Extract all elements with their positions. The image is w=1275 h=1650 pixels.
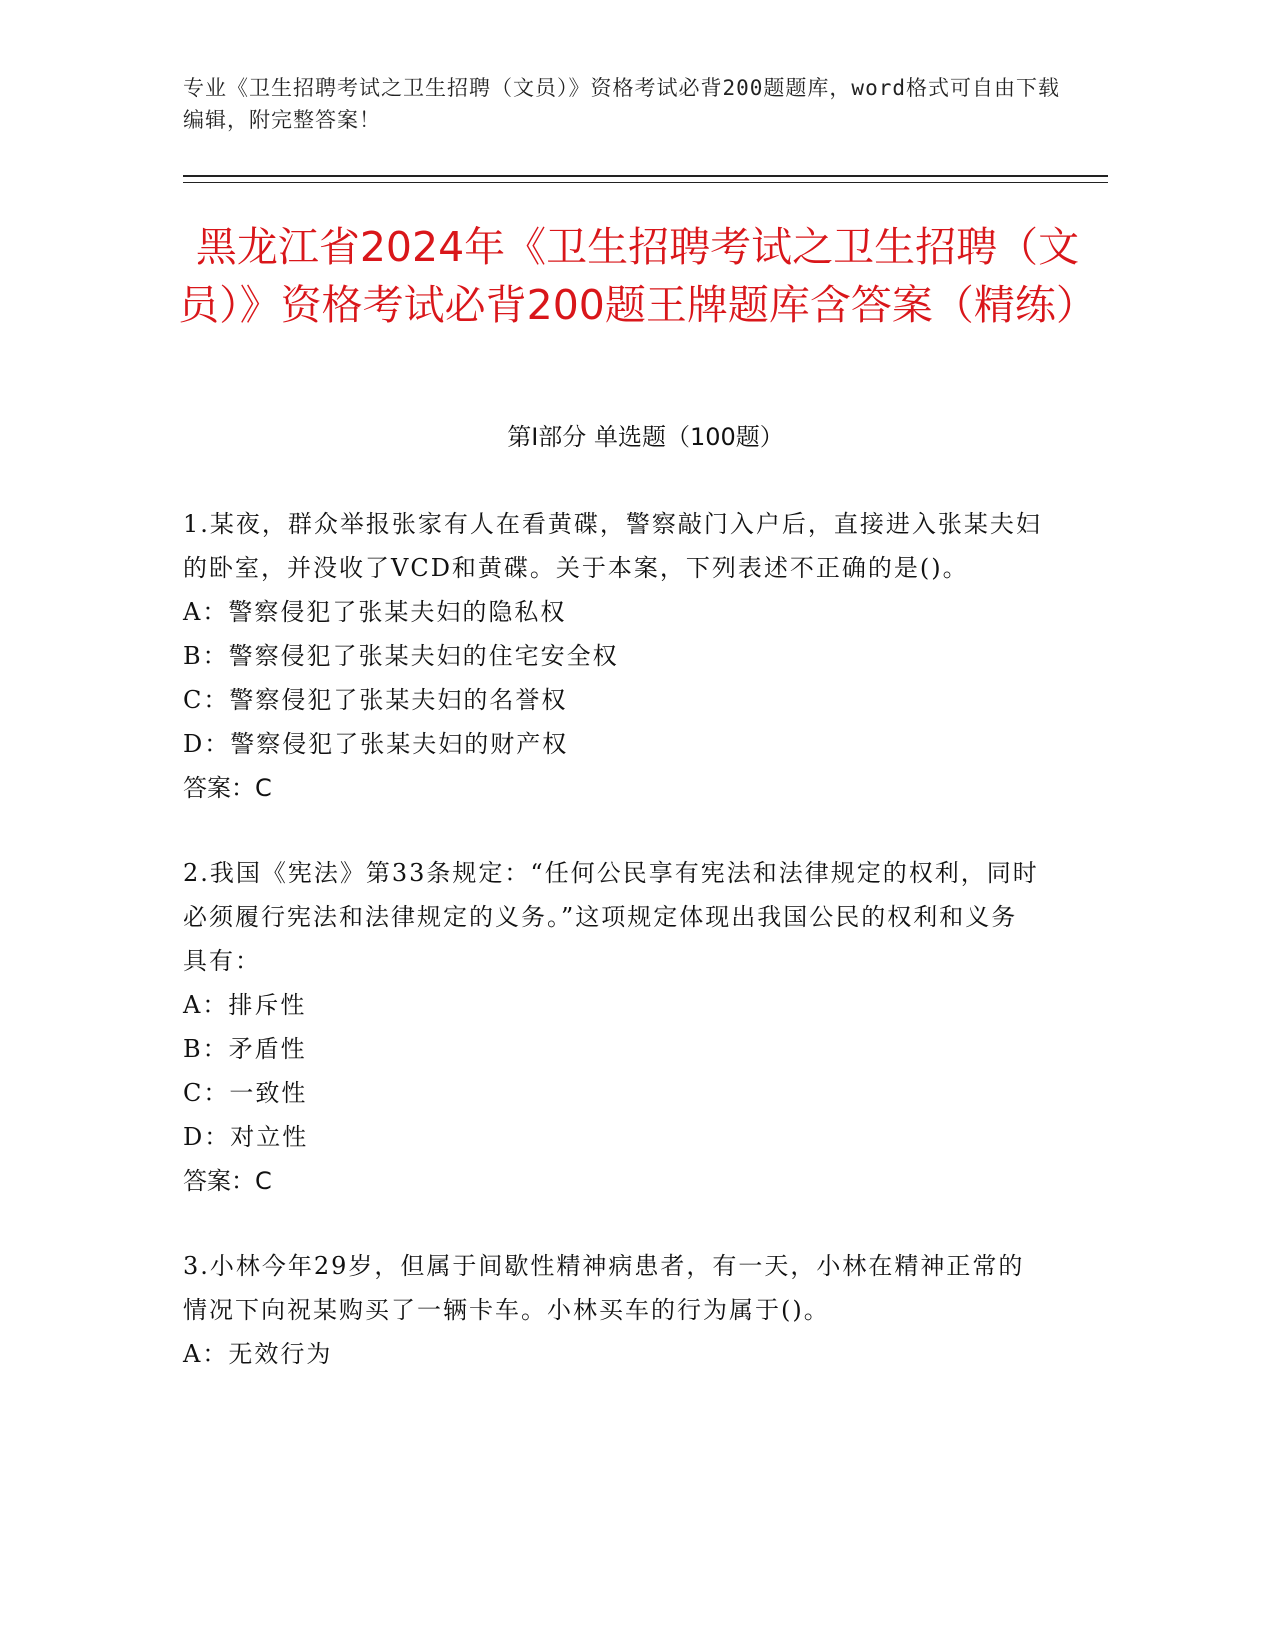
header-divider-thin bbox=[183, 182, 1108, 183]
header-divider bbox=[183, 175, 1108, 177]
option-b: B：警察侵犯了张某夫妇的住宅安全权 bbox=[183, 642, 619, 670]
question-3 bbox=[183, 1244, 1043, 1376]
option-d: D：对立性 bbox=[183, 1123, 309, 1151]
section-heading: 第Ⅰ部分 单选题（100题） bbox=[507, 423, 784, 451]
option-c: C：一致性 bbox=[183, 1079, 308, 1107]
option-a: A：无效行为 bbox=[183, 1340, 333, 1368]
question-stem: 1.某夜，群众举报张家有人在看黄碟，警察敲门入户后，直接进入张某夫妇的卧室，并没收了VCD和黄碟。关于本案，下列表述不正确的是()。 bbox=[183, 510, 1042, 582]
question-1 bbox=[183, 502, 1043, 810]
header-note: 专业《卫生招聘考试之卫生招聘（文员）》资格考试必背200题题库，word格式可自由下载编辑，附完整答案！ bbox=[183, 76, 1060, 132]
answer: 答案：C bbox=[183, 774, 272, 802]
answer: 答案：C bbox=[183, 1167, 272, 1195]
document-title: 黑龙江省2024年《卫生招聘考试之卫生招聘（文员）》资格考试必背200题王牌题库含答案（精练） bbox=[178, 223, 1097, 329]
question-stem: 3.小林今年29岁，但属于间歇性精神病患者，有一天，小林在精神正常的情况下向祝某购买了一辆卡车。小林买车的行为属于()。 bbox=[183, 1252, 1025, 1324]
option-b: B：矛盾性 bbox=[183, 1035, 307, 1063]
question-2 bbox=[183, 851, 1043, 1203]
question-stem: 2.我国《宪法》第33条规定：“任何公民享有宪法和法律规定的权利，同时必须履行宪法和法律规定的义务。”这项规定体现出我国公民的权利和义务具有： bbox=[183, 859, 1039, 975]
option-d: D：警察侵犯了张某夫妇的财产权 bbox=[183, 730, 569, 758]
question-list bbox=[183, 502, 1043, 1417]
option-a: A：排斥性 bbox=[183, 991, 307, 1019]
option-c: C：警察侵犯了张某夫妇的名誉权 bbox=[183, 686, 568, 714]
option-a: A：警察侵犯了张某夫妇的隐私权 bbox=[183, 598, 567, 626]
